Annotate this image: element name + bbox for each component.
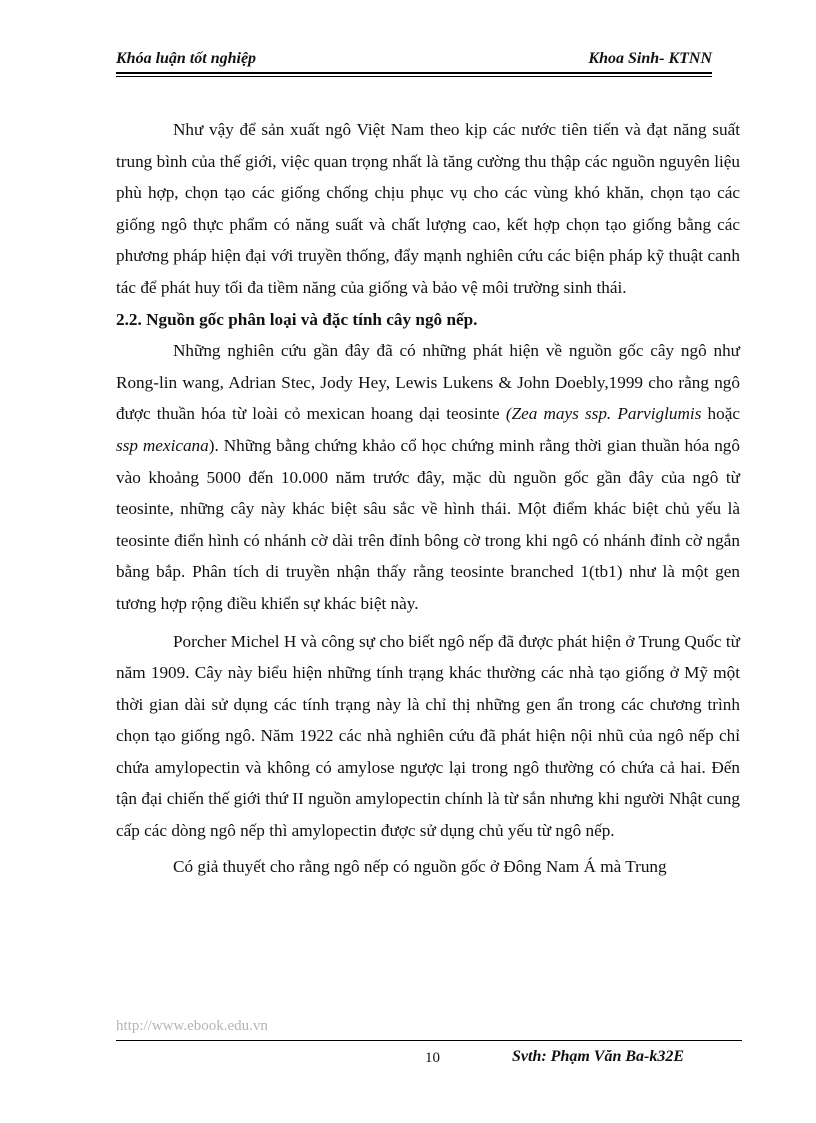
paragraph-origin-species-1: (Zea mays ssp. Parviglumis xyxy=(505,404,702,424)
section-heading: 2.2. Nguồn gốc phân loại và đặc tính cây ngô nếp. xyxy=(116,309,478,329)
page-number: 10 xyxy=(425,1050,440,1066)
paragraph-porcher: Porcher Michel H và công sự cho biết ngô nếp đã được phát hiện ở Trung Quốc từ năm 1909. Cây này biểu hiện những tính trạng khác thường các nhà tạo giống ở Mỹ một thời gian dài sử dụng các tính trạng này là chỉ thị những gen ẩn trong các chương trình chọn tạo giống ngô. Năm 1922 các nhà nghiên cứu đã phát hiện nội nhũ của ngô nếp chỉ chứa amylopectin và không có amylose ngược lại trong ngô thường có chứa cả hai. Đến tận đại chiến thế giới thứ II nguồn amylopectin chính là từ sắn nhưng khi người Nhật cung cấp các dòng ngô nếp thì amylopectin được sử dụng chủ yếu từ ngô nếp. xyxy=(116,631,740,841)
paragraph-hypothesis: Có giả thuyết cho rằng ngô nếp có nguồn gốc ở Đông Nam Á mà Trung xyxy=(173,856,667,876)
paragraph-intro: Như vậy để sản xuất ngô Việt Nam theo kịp các nước tiên tiến và đạt năng suất trung bình của thế giới, việc quan trọng nhất là tăng cường thu thập các nguồn nguyên liệu phù hợp, chọn tạo các giống chống chịu phục vụ cho các vùng khó khăn, chọn tạo các giống ngô thực phẩm có năng suất và chất lượng cao, kết hợp chọn tạo giống bằng các phương pháp hiện đại với truyền thống, đẩy mạnh nghiên cứu các biện pháp kỹ thuật canh tác để phát huy tối đa tiềm năng của giống và bảo vệ môi trường sinh thái. xyxy=(116,120,740,297)
footer-author: Svth: Phạm Văn Ba-k32E xyxy=(512,1048,685,1065)
footer-url: http://www.ebook.edu.vn xyxy=(116,1018,268,1034)
paragraph-origin-species-2: ssp mexicana xyxy=(116,435,209,455)
footer-rule xyxy=(116,1040,742,1041)
header-rule-thick xyxy=(116,72,712,74)
header-faculty: Khoa Sinh- KTNN xyxy=(588,50,712,67)
header-thesis-title: Khóa luận tốt nghiệp xyxy=(116,50,257,67)
header-rule-thin xyxy=(116,76,712,77)
page-body xyxy=(116,114,740,882)
paragraph-origin-text-3: ). Những bằng chứng khảo cổ học chứng minh rằng thời gian thuần hóa ngô vào khoảng 5000 đến 10.000 năm trước đây, mặc dù nguồn gốc gần đây của ngô từ teosinte, những cây này khác biệt sâu sắc về hình thái. Một điểm khác biệt chủ yếu là teosinte điển hình có nhánh cờ dài trên đỉnh bông cờ trong khi ngô có nhánh đỉnh cờ ngắn bằng bắp. Phân tích di truyền nhận thấy rằng teosinte branched 1(tb1) như là một gen tương hợp rộng điều khiển sự khác biệt này. xyxy=(116,435,740,613)
paragraph-origin-text-2: hoặc xyxy=(701,404,740,424)
page-header xyxy=(116,46,712,72)
paragraph-origin xyxy=(116,335,740,619)
paragraph-origin-text-1: Những nghiên cứu gần đây đã có những phát hiện về nguồn gốc cây ngô như Rong-lin wang, Adrian Stec, Jody Hey, Lewis Lukens & John Doebly,1999 cho rằng ngô được thuần hóa từ loài cỏ mexican hoang dại teosinte xyxy=(116,341,740,424)
